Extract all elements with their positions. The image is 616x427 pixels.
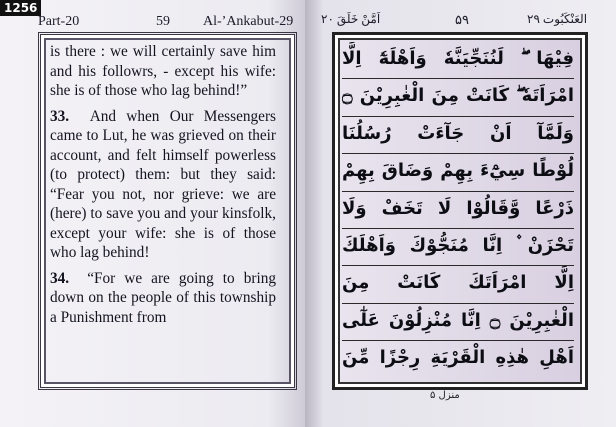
paragraph-verse-34 xyxy=(50,269,276,328)
paragraph-continued xyxy=(50,42,276,101)
arabic-line: لُوْطًا سِيْٓءَ بِهِمْ وَضَاقَ بِهِمْ xyxy=(342,154,574,191)
page-tag: 1256 xyxy=(0,0,41,16)
paragraph-text: And when Our Messengers came to Lut, he was grieved on their account, and felt himself powerless (to protect) them: but they said: “Fear you not, nor grieve: we are (here) to save you and your kinsfolk, except your wife: she is of those who lag behind! xyxy=(50,107,276,261)
english-translation xyxy=(50,42,276,333)
header-page-number: 59 xyxy=(156,14,170,29)
arabic-line: ذَرْعًا وَّقَالُوْا لَا تَخَفْ وَلَا xyxy=(342,192,574,229)
verse-number: 34. xyxy=(50,269,70,287)
verse-number: 33. xyxy=(50,107,70,125)
header-surah-arabic: العَنْكَبُوت ۲۹ xyxy=(527,12,588,26)
header-part: Part-20 xyxy=(38,14,80,29)
arabic-line: امْرَاَتَهٗ ۖ كَانَتْ مِنَ الْغٰبِرِيْنَ ۝ xyxy=(342,79,574,116)
manzil-marker: منزل ۵ xyxy=(430,390,460,401)
arabic-line: وَلَمَّآ اَنْ جَآءَتْ رُسُلُنَا xyxy=(342,117,574,154)
header-surah: Al-’Ankabut-29 xyxy=(203,14,294,29)
left-page xyxy=(0,0,305,427)
arabic-text xyxy=(342,42,574,378)
arabic-line: تَحْزَنْ ۫ اِنَّا مُنَجُّوْكَ وَاَهْلَكَ xyxy=(342,229,574,266)
arabic-line: اِلَّا امْرَاَتَكَ كَانَتْ مِنَ xyxy=(342,266,574,303)
paragraph-text: is there : we will certainly save him and his followrs, - except his wife: she is of those who lag behind!” xyxy=(50,43,276,99)
paragraph-text: “For we are going to bring down on the people of this township a Punishment from xyxy=(50,269,277,326)
arabic-line: اَهْلِ هٰذِهِ الْقَرْيَةِ رِجْزًا مِّنَ xyxy=(342,347,574,369)
arabic-line: فِيْهَا ۖ لَنُنَجِّيَنَّهٗ وَاَهْلَهٗٓ اِلَّا xyxy=(342,42,574,79)
paragraph-verse-33 xyxy=(50,107,276,263)
arabic-line: الْغٰبِرِيْنَ ۝ اِنَّا مُنْزِلُوْنَ عَلٰٓى xyxy=(342,304,574,341)
header-page-number-arabic: ۵۹ xyxy=(455,12,469,27)
header-juz: اَمَّنْ خَلَقَ ۲۰ xyxy=(321,12,381,26)
